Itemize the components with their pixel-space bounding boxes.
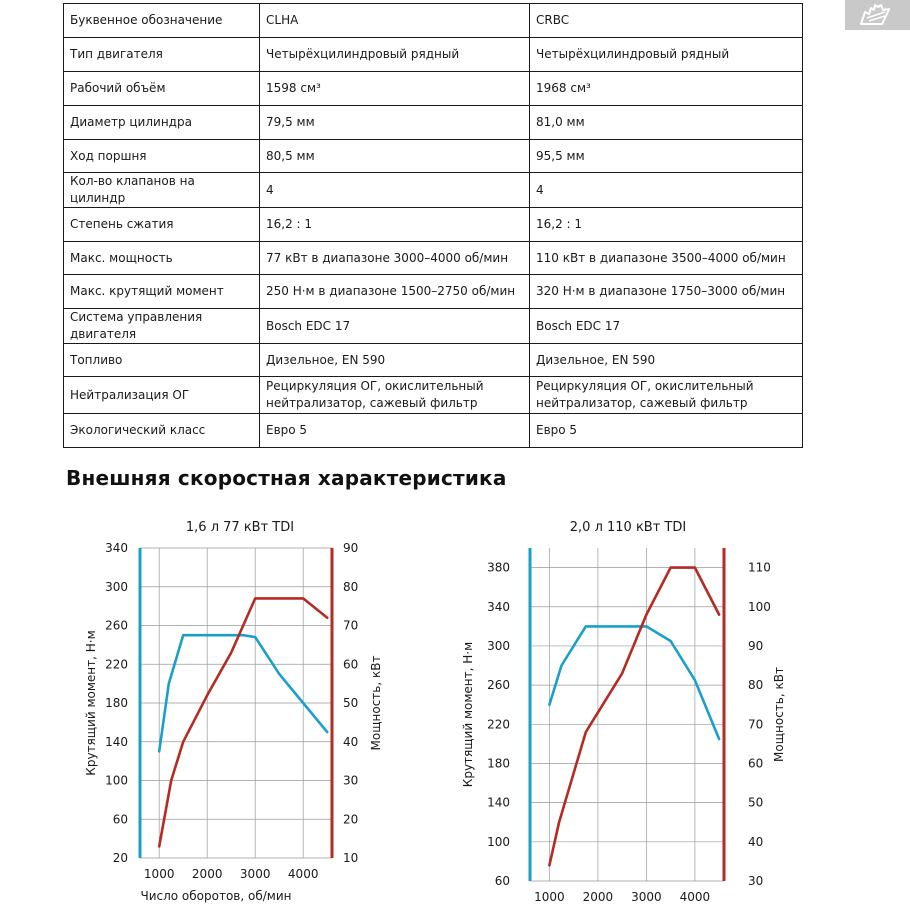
spec-label: Диаметр цилиндра (64, 106, 260, 140)
y-right-tick-label: 90 (343, 541, 359, 555)
y-right-tick-label: 10 (343, 851, 359, 865)
spec-value: Дизельное, EN 590 (530, 344, 803, 377)
spec-value: Дизельное, EN 590 (260, 344, 530, 377)
y-left-tick-label: 340 (487, 599, 510, 614)
y-right-axis-title: Мощность, кВт (369, 655, 383, 751)
spec-value: Bosch EDC 17 (530, 309, 803, 344)
spec-label: Макс. мощность (64, 242, 260, 275)
spec-value: Евро 5 (530, 414, 803, 448)
y-left-tick-label: 100 (105, 773, 128, 788)
spec-value: 4 (260, 173, 530, 208)
torque-curve (159, 635, 327, 751)
spec-label: Буквенное обозначение (64, 4, 260, 38)
spec-value: 1968 см³ (530, 72, 803, 106)
x-tick-label: 4000 (287, 867, 319, 881)
y-right-tick-label: 40 (748, 834, 764, 849)
x-axis-title: Число оборотов, об/мин (140, 889, 292, 903)
spec-value: 95,5 мм (530, 140, 803, 173)
spec-value: 4 (530, 173, 803, 208)
y-left-tick-label: 140 (105, 734, 128, 749)
y-left-tick-label: 260 (105, 618, 128, 633)
spec-value: 79,5 мм (260, 106, 530, 140)
chart-2 (461, 520, 786, 904)
spec-value: 80,5 мм (260, 140, 530, 173)
spec-value: 1598 см³ (260, 72, 530, 106)
spec-label: Экологический класс (64, 414, 260, 448)
y-right-tick-label: 60 (343, 657, 359, 672)
x-tick-label: 4000 (679, 890, 711, 904)
spec-value: Bosch EDC 17 (260, 309, 530, 344)
y-left-tick-label: 60 (112, 812, 128, 827)
y-right-axis-title: Мощность, кВт (772, 667, 786, 762)
x-tick-label: 1000 (143, 867, 175, 881)
y-left-tick-label: 380 (487, 560, 510, 575)
x-tick-label: 3000 (239, 867, 271, 881)
x-tick-label: 3000 (631, 890, 662, 904)
y-right-tick-label: 90 (748, 638, 764, 653)
x-tick-label: 2000 (191, 867, 223, 881)
y-left-tick-label: 60 (494, 874, 510, 888)
y-right-tick-label: 70 (343, 618, 359, 633)
spec-value: Четырёхцилиндровый рядный (260, 38, 530, 72)
section-title: Внешняя скоростная характеристика (66, 466, 507, 490)
y-right-tick-label: 100 (748, 599, 771, 614)
spec-value: Четырёхцилиндровый рядный (530, 38, 803, 72)
y-left-tick-label: 180 (105, 696, 128, 710)
y-left-tick-label: 20 (112, 851, 128, 865)
y-left-tick-label: 260 (487, 678, 510, 693)
y-right-tick-label: 80 (343, 579, 359, 594)
spec-value: 16,2 : 1 (530, 208, 803, 242)
chart-title: 2,0 л 110 кВт TDI (569, 520, 687, 535)
chart-1 (84, 520, 383, 903)
spec-value: 250 Н·м в диапазоне 1500–2750 об/мин (260, 275, 530, 309)
y-left-tick-label: 300 (105, 579, 128, 594)
y-left-tick-label: 180 (487, 756, 510, 771)
spec-value: Рециркуляция ОГ, окислительный нейтрализатор, сажевый фильтр (260, 377, 530, 414)
power-curve (549, 568, 719, 866)
y-left-tick-label: 220 (105, 657, 128, 672)
spec-value: 110 кВт в диапазоне 3500–4000 об/мин (530, 242, 803, 275)
spec-value: CRBC (530, 4, 803, 38)
spec-label: Ход поршня (64, 140, 260, 173)
y-right-tick-label: 30 (748, 874, 764, 888)
y-left-axis-title: Крутящий момент, Н·м (84, 630, 98, 776)
spec-value: Евро 5 (260, 414, 530, 448)
x-tick-label: 1000 (534, 890, 565, 904)
spec-label: Нейтрализация ОГ (64, 377, 260, 414)
spec-label: Кол-во клапанов на цилиндр (64, 173, 260, 208)
y-right-tick-label: 30 (343, 773, 359, 788)
spec-value: 320 Н·м в диапазоне 1750–3000 об/мин (530, 275, 803, 309)
y-right-tick-label: 40 (343, 734, 359, 749)
y-left-tick-label: 140 (487, 795, 510, 810)
spec-label: Рабочий объём (64, 72, 260, 106)
spec-value: 81,0 мм (530, 106, 803, 140)
y-right-tick-label: 70 (748, 717, 764, 732)
spec-value: 77 кВт в диапазоне 3000–4000 об/мин (260, 242, 530, 275)
spec-value: 16,2 : 1 (260, 208, 530, 242)
spec-label: Тип двигателя (64, 38, 260, 72)
y-left-tick-label: 220 (487, 717, 510, 732)
spec-label: Система управления двигателя (64, 309, 260, 344)
y-right-tick-label: 80 (748, 678, 764, 693)
y-left-axis-title: Крутящий момент, Н·м (461, 641, 475, 788)
y-left-tick-label: 340 (105, 541, 128, 555)
y-right-tick-label: 50 (748, 795, 764, 810)
y-right-tick-label: 60 (748, 756, 764, 771)
spec-label: Макс. крутящий момент (64, 275, 260, 309)
spec-value: Рециркуляция ОГ, окислительный нейтрализатор, сажевый фильтр (530, 377, 803, 414)
x-tick-label: 2000 (582, 890, 614, 904)
chart-title: 1,6 л 77 кВт TDI (185, 520, 295, 535)
spec-label: Степень сжатия (64, 208, 260, 242)
y-left-tick-label: 100 (487, 834, 510, 849)
spec-value: CLHA (260, 4, 530, 38)
spec-label: Топливо (64, 344, 260, 377)
y-left-tick-label: 300 (487, 638, 510, 653)
y-right-tick-label: 110 (748, 560, 771, 575)
y-right-tick-label: 50 (343, 696, 359, 710)
y-right-tick-label: 20 (343, 812, 359, 827)
